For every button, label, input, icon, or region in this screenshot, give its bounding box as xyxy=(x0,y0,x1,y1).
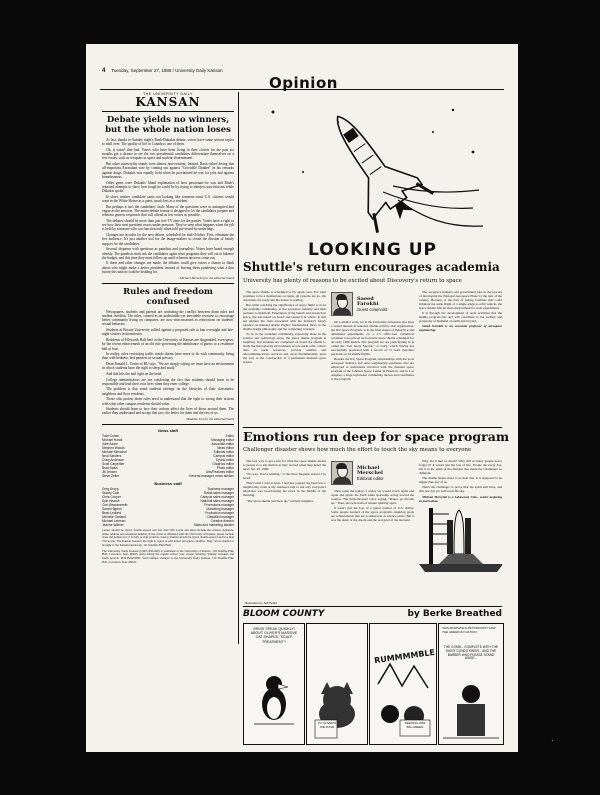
shuttle-illustration xyxy=(243,92,502,234)
art-title: LOOKING UP xyxy=(308,240,437,260)
staff-name: Scott Carpenter xyxy=(102,462,125,467)
column1-headline: Shuttle's return encourages academia xyxy=(243,260,500,274)
author-first-name: Saeed xyxy=(357,295,374,302)
staff-role: Arts/Features editor xyxy=(206,470,234,475)
paragraph: In short, neither candidate came out looking like someone most U.S. citizens would want in the White House as a guest, much less as a resident. xyxy=(102,194,234,204)
art-credit: Illustration by Jeff Pettitt xyxy=(245,601,277,605)
paragraph: It wasn't just the loss of a grand symbol of U.S. ability. Some people learned of the space program's inspiring goals are achievements that are as American as science pilots. But it was the death of the dream and the real grief of the moment. xyxy=(331,506,414,523)
paragraph: Besides the KU Space Program, relationships with the local aerospace industry and other engineering graduates also are employed to institutions involved with the manned space program at the Johnson Space Center in Houston, and in Los Angeles, a large Jayhawker community thrives and contributes to the program. xyxy=(331,357,414,382)
staff-name: Michael Merschel xyxy=(102,450,127,455)
paragraph: But while watching the significance of space flight to us in the academic community, to the aerospace industry and their partners, is manifold. Experience of the launch and research in space, the astronauts on board and research in whole. It will not address the risks associated with the industry's heavy reliance on manned shuttle flights; fundamental flaws in the shuttle design philosophy and the competing concepts. xyxy=(243,303,326,332)
business-staff-title: Business staff xyxy=(154,481,182,487)
author-role: Editorial editor xyxy=(357,475,384,481)
staff-role: Editorial editor xyxy=(213,450,234,455)
column2-col-c xyxy=(419,459,502,599)
staff-role: Business manager xyxy=(207,487,234,492)
staff-role: Associate editor xyxy=(211,442,234,447)
business-staff-list xyxy=(102,487,234,527)
letters-policy: Letters should be typed, double-spaced and less than 300 words and must include the writer's signature, name, address and telephone number. If the writer is affiliated with the University of Kansas, please include class and hometown or faculty or staff position. Guest columns should be typed, double-spaced and less than 750 words. The Kansan reserves the right to reject or edit letters and guest columns. They can be mailed or brought to the Kansan newsroom, 111 Stauffer-Flint Hall. xyxy=(102,528,234,547)
staff-name: Sarah Higdon xyxy=(102,507,122,512)
column2-bio: Michael Merschel is a Lakewood, Colo., senior majoring in journalism. xyxy=(419,494,502,503)
paragraph: In reality, rules restricting traffic inside dorms have more to do with community living than with bedtime, bed partners or sexual privacy. xyxy=(102,352,234,361)
staff-name: Chris Cooper xyxy=(102,495,121,500)
staff-name: Craig Anderson xyxy=(102,458,124,463)
column1-byline xyxy=(331,292,414,316)
column1-bio: Saeed Farokhi is an associate professor of aerospace engineering. xyxy=(419,324,502,333)
staff-name: Jill Jensen xyxy=(102,470,117,475)
paragraph: It is through the development of such activities that the shuttle program has and will contribute to the welfare and prosperity of mankind on earth and beyond. xyxy=(419,311,502,324)
staff-role: Marketing manager xyxy=(206,507,234,512)
paragraph: But other noteworthy stands were almost non-existent. Instead, Bush risked losing that all-important Australian vote by coming out against "Crocodile Dundee" in his remarks against drugs. Dukakis was equally bold when he proclaimed he was for jobs and against homelessness. xyxy=(102,162,234,179)
column1-col-a xyxy=(243,290,326,422)
staff-name: Michael Horak xyxy=(102,438,123,443)
staff-name: Curt Wessenmeth xyxy=(102,503,128,508)
column1-col-b xyxy=(331,290,414,422)
columns-pane xyxy=(243,92,502,382)
staff-role: National sales manager xyxy=(200,499,234,504)
divider xyxy=(102,424,234,425)
masthead-small: THE UNIVERSITY DAILY xyxy=(143,92,193,96)
paragraph: Newspapers, students and parents are confusing the conflict between dorm rules and student freedom. The rules, created as an undesirable yet inevitable recourse to encourage better community living on campuses, are now misconstrued as restrictions on students' sexual behavior. xyxy=(102,309,234,327)
editorial1-body xyxy=(102,138,234,274)
staff-role: Sales and marketing adviser xyxy=(193,523,234,528)
editorial2-body xyxy=(102,310,234,416)
staff-role: Sports editor xyxy=(215,458,234,463)
staff-row xyxy=(102,474,234,478)
comic-panel-4 xyxy=(438,623,504,745)
news-staff-list xyxy=(102,434,234,478)
shuttle-icon xyxy=(310,97,435,234)
paragraph: College administrators are not condoning the fact that students should learn to be responsible and lead their own lives when they enter college. xyxy=(102,377,234,386)
staff-name: Greg Kropp xyxy=(102,487,119,492)
paragraph: And that hits the nail right on the head. xyxy=(106,371,163,376)
staff-name: Stacey Cole xyxy=(102,491,120,496)
paragraph: Residents of Ellsworth Hall here at the University of Kansas are disgruntled, even upset, by the recent enforcement of an old rule governing the admittance of guests to a residence hall at four. xyxy=(102,337,234,351)
column-rule xyxy=(238,92,239,644)
running-head xyxy=(102,68,223,74)
speech-bubble: THE COMB... COMPLETE WITH THE SHINY CONDITIONER... AND THE BARBER WHO PLEASE STAND ASIDE... xyxy=(443,645,499,661)
staff-name: Kyle Hearne xyxy=(102,499,120,504)
staff-role: Graphics editor xyxy=(212,462,234,467)
news-staff-title: News staff xyxy=(157,428,178,434)
paragraph: On a smaller scale, we at the University of Kansas also have a vested interest in renewed shuttle activity. Our organization, the KU Space Program, is in the final stages of flying live and unmanned experiments on a 2.5 cubic-foot cylindrical container to be placed on board the space shuttle scheduled for an early 1989 launch. The program we are participating in is called the "Get Away Special," or GAS, which NASA has successfully promoted with a record of 71 GAS customer payloads on 24 shuttle flights. xyxy=(331,320,414,356)
masthead: KANSAN xyxy=(135,95,201,109)
staff-name: Beau Lediard xyxy=(102,511,121,516)
author-first-name: Michael xyxy=(357,464,380,471)
staff-name: Steve Zeller xyxy=(102,474,120,479)
sound-effect: RUMMMMBLE xyxy=(373,647,436,666)
staff-role: Managing editor xyxy=(211,438,234,443)
running-head-text: Tuesday, September 27, 1988 / University Daily Kansan xyxy=(111,68,223,73)
paragraph: Why did it hurt so much? Why still so many people never forget it? It wasn't just the loss of life. People die every day, but it is the spirit of the mission that made the Challenger so different. xyxy=(419,459,502,475)
paragraph: Students at Boston University rallied against a proposed rule to ban overnight and late-night visitors in dormitories. xyxy=(102,328,234,337)
staff-role: Photo editor xyxy=(216,466,234,471)
editorial2-headline: Rules and freedom confused xyxy=(123,286,213,307)
staff-role: Production manager xyxy=(205,511,234,516)
column1-body xyxy=(243,290,502,422)
comic-strip xyxy=(243,609,502,746)
paragraph: That's what I said at least. I had just popped my head into a neighboring room at my residence hall to ask why everyone's television was broadcasting the news in the middle of the morning. xyxy=(243,481,326,498)
paragraph: The problem is that some students infringe on the lifestyles of their classmates, neighbors and floor residents. xyxy=(102,387,234,396)
author-role: Guest columnist xyxy=(357,306,388,312)
staff-role: Creative director xyxy=(210,519,234,524)
editorial-column xyxy=(102,92,234,564)
comic-panel-3 xyxy=(369,623,437,745)
column2-byline xyxy=(331,461,414,485)
launch-pad-art xyxy=(419,504,502,574)
editorial1-headline: Debate yields no winners, but the whole nation loses xyxy=(105,115,231,135)
column2-col-a xyxy=(243,459,326,599)
paragraph: "The space shuttle just blew up," said my neighbor. xyxy=(246,498,314,503)
staff-name: Julie Adam xyxy=(102,442,118,447)
paragraph: To us in the academic community, especially those in the science and technology areas, the space shuttle program is inspiring. Our students are competent on board the shuttle to study the microgravity environment of low-earth orbit, collect data on earth resources, provide satellite and telecommunications services and, most fundamentally, pave the way to the construction of a permanent manned space station. xyxy=(243,332,326,365)
staff-row xyxy=(102,523,234,527)
page-number: 4 xyxy=(102,68,106,74)
sign-text: SEEKING ONE BIG GREEN xyxy=(404,721,426,729)
comic-byline: by Berke Breathed xyxy=(407,609,502,619)
speech-bubble: OPUS! SPEAK QUICKLY! ABOUT OLIVER'S MASSIVE CAT-SHAPED "SCALP TREATMENT"! xyxy=(250,627,298,644)
cat-drawing xyxy=(307,624,367,744)
column1-col-c xyxy=(419,290,502,422)
paragraph: The shuttle means more to us than that. It is supposed to be bigger than any of us. xyxy=(419,476,502,485)
editorial2-signature: Mudella Joel for the editorial board xyxy=(186,417,234,422)
comics-divider xyxy=(243,606,502,607)
paragraph: Students should learn to face their actions affect the lives of those around them. The earlier they understand and accept that fact, the better for them and the rest of us. xyxy=(102,407,234,416)
staff-role: Retail sales manager xyxy=(204,491,234,496)
staff-role: Classified manager xyxy=(206,515,234,520)
staff-role: General manager, news adviser xyxy=(188,474,234,479)
author-last-name: Farokhi xyxy=(357,301,379,307)
comic-panel-1 xyxy=(243,623,305,745)
newspaper-page xyxy=(86,44,518,752)
staff-name: Brad Spain xyxy=(102,466,118,471)
paragraph: If these and other changes are made, the debates could give voters a chance to think about who might make a better president instead of leaving them pondering what a thin future this nation could be heading for. xyxy=(102,261,234,274)
paragraph: Dean Ronald L. Carter of BU says, "We are simply saying we must have an environment in which students have the right to sleep and study." xyxy=(102,362,234,371)
column2-col-b xyxy=(331,459,414,599)
scan-mark: · xyxy=(551,736,554,745)
divider xyxy=(102,283,234,284)
paragraph: Changes are in order for the next debate, scheduled for mid-October. First, eliminate the live audience. It's just another tool for the image-makers to create the illusion of hearty support for the candidates. xyxy=(102,233,234,246)
section-title: Opinion xyxy=(269,74,338,92)
paragraph: The space shuttle is scheduled to fly again soon. For what promises to be a momentous occasion, all systems are go, the astronauts are ready and the nation is waiting. xyxy=(243,290,326,302)
paragraph: "No way. You're kidding," is the most frequent answer I've heard. xyxy=(243,472,326,481)
staff-name: Michael Lehman xyxy=(102,519,126,524)
staff-role: Campus editor xyxy=(213,454,234,459)
comic-title: BLOOM COUNTY xyxy=(243,609,325,619)
paragraph: Oh, it wasn't that bad. Voters who have been living in their closets for the past six months got a chance to see the two presidential candidates differentiate themselves on a few issues, such as weapons in space and nuclear disarmament. xyxy=(102,147,234,161)
publisher-info: The University Daily Kansan (USPS 650-640) is published at the University of Kansas, 118 Stauffer-Flint Hall, Lawrence, Kan. 66045, daily during the regular school year, except Saturday, Sunday, holidays and finals periods. POSTMASTER: Send address changes to the University Daily Kansan, 119 Stauffer-Flint Hall, Lawrence, Kan. 66045. xyxy=(102,548,234,564)
sign-text: TO OLIVER'S PIE FUND xyxy=(317,721,337,729)
staff-role: Promotions manager xyxy=(204,503,234,508)
comic-panel-2 xyxy=(306,623,368,745)
author-photo xyxy=(331,292,353,316)
paragraph: But perhaps it isn't the candidates' fault. Many of the questions were so uninspired and vague as the answers. The entire debate format is designed to let the candidates prepare and rehearse generic responses that will offend as few voters as possible. xyxy=(102,204,234,218)
column2-deck: Challenger disaster shows how much the effort to touch the sky means to everyone xyxy=(243,447,472,453)
staff-name: Michelle Garland xyxy=(102,515,126,520)
staff-name: Stephen Woods xyxy=(102,446,125,451)
divider xyxy=(102,111,234,112)
editorial1-signature: Michael Merschel for the editorial board xyxy=(179,275,234,280)
staff-role: Editor xyxy=(225,434,234,439)
staff-name: Todd Cohen xyxy=(102,434,120,439)
staff-name: Jeanne Warner xyxy=(102,523,124,528)
column2-headline: Emotions run deep for space program xyxy=(243,429,510,444)
column2-body xyxy=(243,459,502,599)
staff-name: Neal Sanders xyxy=(102,454,122,459)
author-last-name: Merschel xyxy=(357,470,383,476)
panel-caption: THIS MORNING'S PET PRIORITY FOR THE AMERICAN NATION: xyxy=(442,626,496,634)
paragraph: Second, dispense with questions as panelists and journalists. Voters have heard enough already. The panelists must ask the candidates again what programs they will cut to balance the budget, and this time they must follow up until coherent answers come out. xyxy=(102,247,234,260)
paragraph: The debates should be more than just free TV time for the parties. Voters have a right to see how their next president reacts under pressure. They've seen what happens when the job is held by someone who can function only when told pre-tested by underlings. xyxy=(102,218,235,232)
paragraph: That's the challenge: to prove that the spirit still lives, and that one day we will touch the sky. xyxy=(419,485,502,494)
paragraph: The aerospace industry and government jobs in the process of developing the National Aerospace Plane by the turn of the century. Because of the lack of testing facilities that could simulate the same flight of a single-stage-to-orbit vehicle, the space shuttle lifts an ideal environment for such experiments. xyxy=(419,290,502,310)
column1-deck: University has plenty of reasons to be excited about Discovery's return to space xyxy=(243,278,462,284)
paragraph: The best way to get a feel for what the space shuttle means to people is to ask them how they reacted when they heard the news Jan. 28, 1986. xyxy=(243,459,326,471)
staff-role: Campus sales manager xyxy=(200,495,234,500)
paragraph: At last, thanks to Sunday night's Bush-Dukakis debate, voters have some serious topics to mull over. The quality of life in Canada is one of them. xyxy=(102,138,234,147)
staff-role: News editor xyxy=(217,446,234,451)
top-rule xyxy=(100,89,504,90)
paragraph: Other gems were Dukakis' bland explanation of how passionate he was and Bush's repeated attempts to show how tough he could be by trying to interject unwitticisms while Dukakis spoke. xyxy=(102,180,234,194)
podium-drawing xyxy=(439,624,503,744)
paragraph: Those who protest dorm rules need to understand that the right to wrong their actions with what other campus residents should value. xyxy=(102,397,234,406)
author-photo xyxy=(331,461,353,485)
paragraph: Then came the replay: a replay we would watch again and again and again: the fresh white spaceship arcing toward the cosmos. The thick-throated voice saying, "Roger, go throttle up." Then, the twin trails of smoke splitting apart. xyxy=(331,489,414,505)
column-divider xyxy=(243,427,502,428)
shuttle-art xyxy=(243,92,502,242)
